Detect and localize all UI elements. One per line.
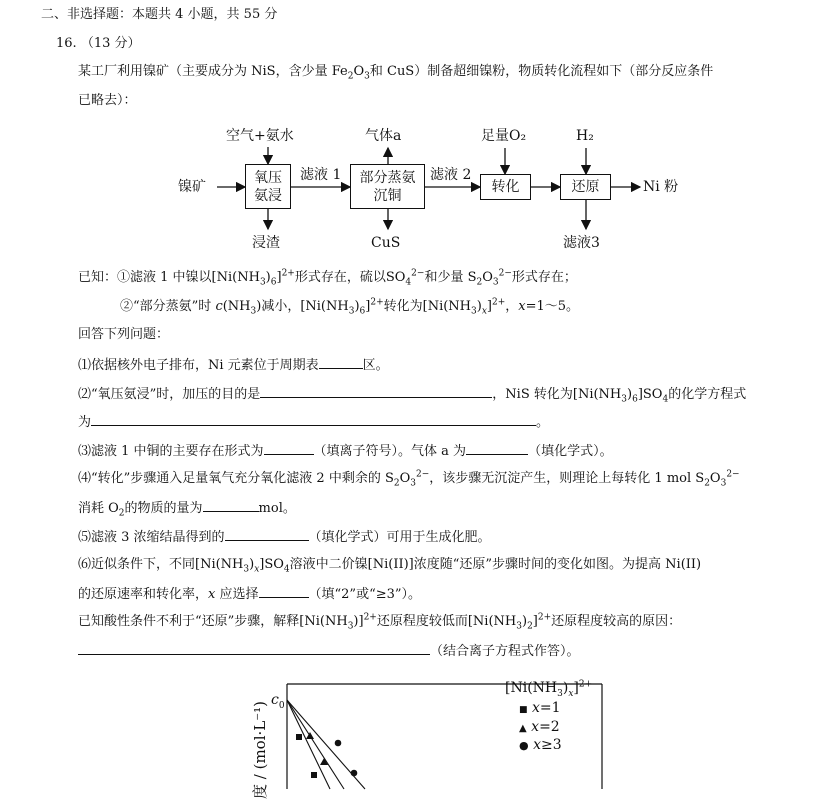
- answer-blank-6a[interactable]: [259, 584, 309, 598]
- subquestion-6-cont: 的还原速率和转化率，x 应选择 （填“2”或“≥3”）。: [78, 584, 421, 604]
- flow-box1-line2: 氨浸: [254, 187, 282, 204]
- chart-legend: [505, 679, 593, 753]
- known-condition-1: 已知：①滤液 1 中镍以$[Ni(NH_3)_6]^{2+}$形式存在，硫以$SO_4^{2-}$和少量 $S_2O_3^{2-}$形式存在；: [78, 268, 577, 288]
- subquestion-4-cont: 消耗 $O_2$的物质的量为 mol。: [78, 498, 296, 518]
- point-x3-2: [351, 770, 358, 777]
- subquestion-2-cont: 为 。: [78, 412, 549, 432]
- flow-arrows: [0, 0, 834, 260]
- legend-items: [519, 700, 562, 754]
- flow-input-hydrogen: H₂: [576, 128, 594, 144]
- intro-line-2: 已略去）：: [78, 93, 137, 108]
- intro-text-b: 和 CuS）制备超细镍粉，物质转化流程如下（部分反应条件: [369, 64, 714, 79]
- flow-output-cus: CuS: [371, 235, 401, 251]
- flow-box2-line2: 沉铜: [373, 187, 402, 204]
- flow-output-gas: 气体a: [365, 128, 402, 144]
- legend-item-x3: ● x≥3: [519, 737, 562, 753]
- flow-product: Ni 粉: [643, 179, 679, 195]
- chart-y-label: 度 / (mol·L⁻¹): [251, 700, 269, 799]
- process-flow-diagram: [0, 0, 834, 260]
- chart-c0-label: $c_0$: [271, 692, 285, 711]
- legend-item-x2: ▲ x=2: [519, 719, 560, 735]
- subquestion-1: ⑴依据核外电子排布，Ni 元素位于周期表 区。: [78, 355, 389, 375]
- answer-blank-2b[interactable]: [91, 412, 536, 426]
- legend-title: $[Ni(NH_3)_x]^{2+}$: [505, 679, 593, 699]
- chart-y-label-wrap: [233, 684, 269, 799]
- answer-blank-3a[interactable]: [264, 441, 314, 455]
- subquestion-6-explain: 已知酸性条件不利于“还原”步骤，解释$[Ni(NH_3)]^{2+}$还原程度较低而$[Ni(NH_3)_2]^{2+}$还原程度较高的原因：: [78, 612, 682, 632]
- answer-blank-1[interactable]: [319, 355, 363, 369]
- intro-text-a: 某工厂利用镍矿（主要成分为 NiS，含少量 Fe: [78, 64, 348, 79]
- answer-blank-2a[interactable]: [260, 384, 492, 398]
- intro-line-1: 某工厂利用镍矿（主要成分为 NiS，含少量 $Fe_2O_3$和 CuS）制备超细镍粉，物质转化流程如下（部分反应条件: [78, 64, 714, 82]
- subquestion-3: ⑶滤液 1 中铜的主要存在形式为 （填离子符号）。气体 a 为 （填化学式）。: [78, 441, 613, 461]
- flow-arrow-filtrate1: 滤液 1: [300, 167, 342, 183]
- question-number: 16.: [56, 36, 77, 51]
- flow-step-reduction: 还原: [560, 174, 611, 200]
- point-x3-1: [335, 740, 342, 747]
- known-condition-2: ②“部分蒸氨”时 $c(NH_3)$减小，$[Ni(NH_3)_6]^{2+}$转化为$[Ni(NH_3)_x]^{2+}$，x=1～5。: [120, 297, 580, 317]
- series-line-x1: [287, 700, 330, 789]
- point-x1-1: [296, 734, 302, 740]
- flow-box1-line1: 氧压: [254, 169, 282, 186]
- subquestion-4: ⑷“转化”步骤通入足量氧气充分氧化滤液 2 中剩余的 $S_2O_3^{2-}$，该步骤无沉淀产生，则理论上每转化 1 mol $S_2O_3^{2-}$: [78, 469, 740, 489]
- flow-output-residue: 浸渣: [252, 235, 280, 251]
- answer-blank-5[interactable]: [225, 527, 309, 541]
- flow-step-leaching: [245, 164, 291, 209]
- subquestion-6: ⑹近似条件下，不同$[Ni(NH_3)_x]SO_4$溶液中二价镍[Ni(II)]浓度随“还原”步骤时间的变化如图。为提高 Ni(II): [78, 557, 702, 575]
- concentration-chart: [230, 670, 610, 799]
- answer-blank-4[interactable]: [203, 498, 259, 512]
- subquestion-5: ⑸滤液 3 浓缩结晶得到的 （填化学式）可用于生成化肥。: [78, 527, 491, 547]
- flow-output-filtrate3: 滤液3: [563, 235, 600, 251]
- flow-step-conversion: 转化: [480, 174, 531, 200]
- flow-input-air-ammonia: 空气+氨水: [226, 128, 294, 144]
- section-heading: 二、非选择题：本题共 4 小题，共 55 分: [41, 7, 278, 22]
- subquestion-2: ⑵“氧压氨浸”时，加压的目的是 ，NiS 转化为$[Ni(NH_3)_6]SO_4$的化学方程式: [78, 384, 746, 404]
- answer-blank-6b[interactable]: [78, 641, 430, 655]
- subquestion-6-answer: （结合离子方程式作答）。: [78, 641, 580, 661]
- point-x1-2: [311, 772, 317, 778]
- question-score: （13 分）: [80, 36, 141, 51]
- flow-input-oxygen: 足量O₂: [481, 128, 527, 144]
- flow-step-copper: [350, 164, 425, 209]
- point-x2-1: [306, 732, 314, 739]
- legend-item-x1: ■ x=1: [519, 700, 561, 716]
- answer-prompt: 回答下列问题：: [78, 327, 170, 342]
- answer-blank-3b[interactable]: [466, 441, 528, 455]
- flow-start-ore: 镍矿: [178, 179, 206, 195]
- flow-arrow-filtrate2: 滤液 2: [430, 167, 472, 183]
- flow-box2-line1: 部分蒸氨: [359, 169, 416, 186]
